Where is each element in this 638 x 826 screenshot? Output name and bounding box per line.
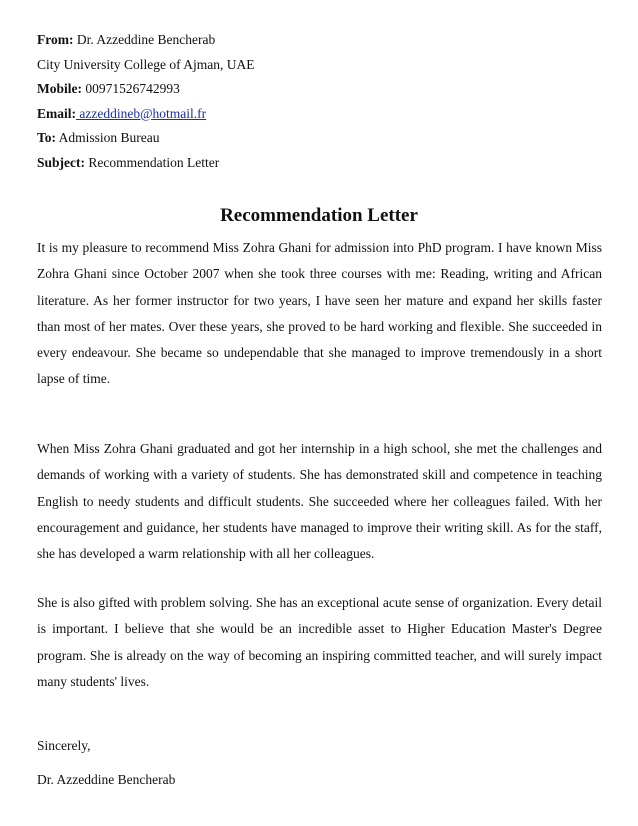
letter-title: Recommendation Letter [220, 205, 418, 226]
from-value: Dr. Azzeddine Bencherab [73, 32, 216, 47]
signature-name: Dr. Azzeddine Bencherab [37, 772, 176, 787]
from-label: From: [37, 32, 74, 47]
email-link[interactable]: azzeddineb@hotmail.fr [76, 105, 207, 121]
subject-line [37, 151, 602, 176]
paragraph-1: It is my pleasure to recommend Miss Zohra Ghani for admission into PhD program. I have known Miss Zohra Ghani since October 2007 when she took three courses with me: Reading, writing and African literature. As her former instructor for two years, I have seen her mature and expand her skills faster than most of her mates. Over these years, she proved to be hard working and flexible. She succeeded in every endeavour. She became so undependable that she managed to improve tremendously in a short lapse of time. [37, 240, 602, 387]
subject-value: Recommendation Letter [85, 154, 220, 170]
email-label: Email: [37, 105, 76, 121]
affiliation-line [37, 53, 602, 78]
from-line [37, 28, 602, 53]
paragraph-2: When Miss Zohra Ghani graduated and got her internship in a high school, she met the challenges and demands of working with a variety of students. She has demonstrated skill and competence in teaching English to needy students and difficult students. She succeeded where her colleagues failed. With her encouragement and guidance, her students have managed to improve their writing skill. As for the staff, she has developed a warm relationship with all her colleagues. [37, 441, 602, 562]
affiliation-value: City University College of Ajman, UAE [37, 56, 255, 72]
mobile-line [37, 77, 602, 102]
letter-header [37, 28, 602, 175]
mobile-label: Mobile: [37, 81, 82, 96]
to-label: To: [37, 130, 57, 145]
to-line [37, 126, 602, 151]
subject-label: Subject: [37, 154, 85, 170]
to-value: Admission Bureau [56, 130, 160, 145]
email-line [37, 102, 602, 127]
paragraph-3: She is also gifted with problem solving. She has an exceptional acute sense of organization. Every detail is important. I believe that she would be an incredible asset to Higher Education Master's Degree program. She is already on the way of becoming an inspiring committed teacher, and will surely impact many students' lives. [37, 595, 602, 689]
closing-salutation: Sincerely, [37, 738, 91, 753]
mobile-value: 00971526742993 [82, 81, 180, 96]
